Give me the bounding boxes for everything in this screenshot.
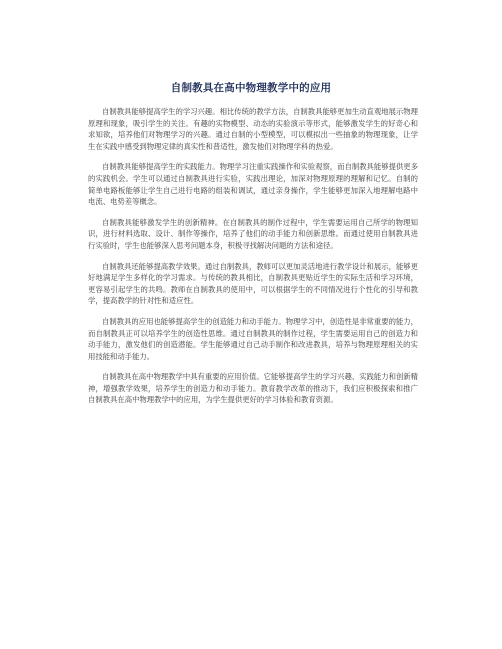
paragraph: 自制教具的应用也能够提高学生的创造能力和动手能力。物理学习中，创造性是非常重要的能力，而自制教具正可以培养学生的创造性思维。通过自制教具的制作过程，学生需要运用自己的创造力和动手能力，激发他们的创造潜能。学生能够通过自己动手制作和改进教具，培养与物理原理相关的实用技能和动手能力。	[88, 316, 418, 361]
paragraph: 自制教具能够提高学生的学习兴趣。相比传统的教学方法，自制教具能够更加生动直观地展示物理原理和现象，吸引学生的关注。有趣的实物模型、动态的实验演示等形式，能够激发学生的好奇心和求知欲，培养他们对物理学习的兴趣。通过自制的小型模型，可以模拟出一些抽象的物理现象，让学生在实践中感受到物理定律的真实性和普适性，激发他们对物理学科的热爱。	[88, 107, 418, 151]
paragraph: 自制教具在高中物理教学中具有重要的应用价值。它能够提高学生的学习兴趣、实践能力和创新精神，增强教学效果，培养学生的创造力和动手能力。教育教学改革的推动下，我们应积极探索和推广自制教具在高中物理教学中的应用，为学生提供更好的学习体验和教育资源。	[88, 372, 418, 405]
paragraph: 自制教具还能够提高教学效果。通过自制教具，教师可以更加灵活地进行教学设计和展示，能够更好地满足学生多样化的学习需求。与传统的教具相比，自制教具更贴近学生的实际生活和学习环境，更容易引起学生的共鸣。教师在自制教具的使用中，可以根据学生的不同情况进行个性化的引导和教学，提高教学的针对性和适应性。	[88, 261, 418, 306]
paragraph: 自制教具能够提高学生的实践能力。物理学习注重实践操作和实验观察，而自制教具能够提供更多的实践机会。学生可以通过自制教具进行实验，实践出理论，加深对物理原理的理解和记忆。自制的简单电路板能够让学生自己进行电路的组装和调试，通过亲身操作，学生能够更加深入地理解电路中电流、电势差等概念。	[88, 162, 418, 207]
document-title: 自制教具在高中物理教学中的应用	[170, 82, 332, 94]
document-body	[88, 106, 418, 415]
paragraph: 自制教具能够激发学生的创新精神。在自制教具的制作过程中，学生需要运用自己所学的物理知识，进行材料选取、设计、制作等操作，培养了他们的动手能力和创新思维。而通过使用自制教具进行实验时，学生也能够深入思考问题本身，积极寻找解决问题的方法和途径。	[88, 217, 418, 250]
